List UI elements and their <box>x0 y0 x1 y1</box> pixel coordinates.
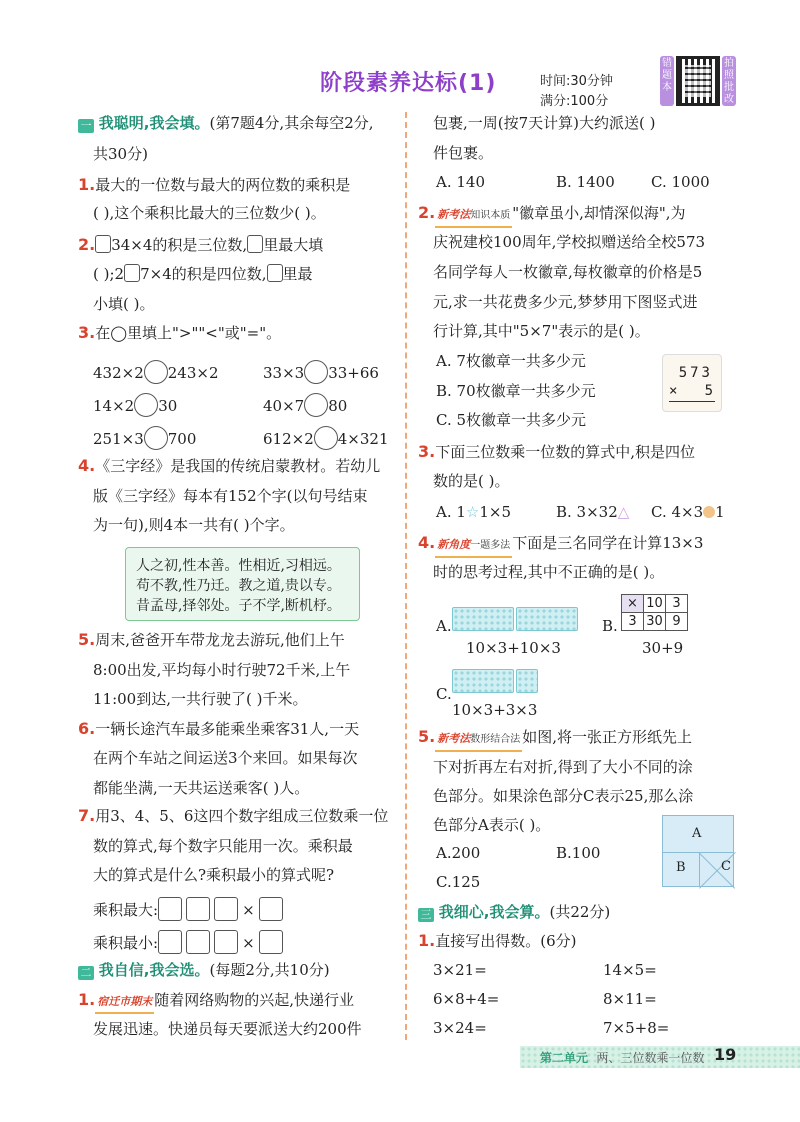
section-badge: 二 <box>78 966 94 980</box>
tag-main: 新考法 <box>437 208 471 221</box>
poem-line: 苟不教,性乃迁。教之道,贵以专。 <box>136 578 341 594</box>
digit-answer-box[interactable] <box>158 897 182 921</box>
compare-circle[interactable] <box>134 393 158 417</box>
s2q5-line-4: 色部分A表示( )。 <box>433 816 551 834</box>
s2q4-line-2: 时的思考过程,其中不正确的是( )。 <box>433 563 665 581</box>
section-badge: 三 <box>418 908 434 922</box>
region-c-label: C <box>721 859 731 874</box>
tag-sub: 知识本质 <box>470 210 511 221</box>
q2-line-1a: 34×4的积是三位数, <box>111 236 248 254</box>
source-tag: 宿迁市期末 <box>95 992 154 1014</box>
q6-line-1: 一辆长途汽车最多能乘坐乘客31人,一天 <box>95 720 360 738</box>
q4-line-1: 《三字经》是我国的传统启蒙教材。若幼儿 <box>95 457 381 475</box>
question-number: 5. <box>418 727 436 746</box>
question-number: 2. <box>78 235 96 254</box>
q2-line-1b: 里最大填 <box>263 236 324 254</box>
compare-right: 700 <box>167 430 197 448</box>
compare-left: 432×2 <box>93 364 144 382</box>
dot-array-3x3 <box>516 669 538 693</box>
q5-line-2: 8:00出发,平均每小时行驶72千米,上午 <box>93 661 351 679</box>
s2q1-line-4: 件包裹。 <box>433 144 494 162</box>
calc-item: 3×21= <box>433 961 487 979</box>
s2q1-line-3: 包裹,一周(按7天计算)大约派送( ) <box>433 114 656 132</box>
option-a[interactable]: A. <box>436 617 452 635</box>
question-number: 4. <box>78 456 96 475</box>
calc-item: 8×11= <box>603 990 657 1008</box>
s2q5-line-3: 色部分。如果涂色部分C表示25,那么涂 <box>433 787 694 805</box>
calc-item: 14×5= <box>603 961 657 979</box>
page-title: 阶段素养达标(1) <box>320 71 497 96</box>
new-method-tag <box>435 729 522 752</box>
q4-line-2: 版《三字经》每本有152个字(以句号结束 <box>93 487 368 505</box>
unit-label: 第二单元 <box>540 1051 589 1065</box>
s2q3-line-2: 数的是( )。 <box>433 472 510 490</box>
compare-right: 80 <box>328 397 348 415</box>
q2-line-2b: 7×4的积是四位数, <box>140 265 267 283</box>
s2q5-line-2: 下对折再左右对折,得到了大小不同的涂 <box>433 758 693 776</box>
option-c-expression: 10×3+3×3 <box>452 701 538 719</box>
new-method-tag <box>435 205 512 228</box>
question-number: 3. <box>78 323 96 342</box>
dot-array-10x3 <box>452 669 514 693</box>
compare-circle[interactable] <box>144 426 168 450</box>
option-a-text: A. 1 <box>436 503 466 521</box>
page-number: 19 <box>714 1045 737 1064</box>
tag-sub: 一题多法 <box>470 540 511 551</box>
compare-right: 243×2 <box>167 364 219 382</box>
option-c[interactable]: C. <box>436 685 452 703</box>
digit-blank-box[interactable] <box>124 264 140 282</box>
option-a[interactable]: A. 7枚徽章一共多少元 <box>436 352 586 370</box>
question-number: 2. <box>418 203 436 222</box>
q7-line-3: 大的算式是什么?乘积最小的算式呢? <box>93 866 335 884</box>
option-c[interactable]: C. 1000 <box>651 173 710 191</box>
s2q3-line-1: 下面三位数乘一位数的算式中,积是四位 <box>435 443 695 461</box>
s2q5-line-1: 如图,将一张正方形纸先上 <box>522 728 692 746</box>
compare-circle[interactable] <box>304 360 328 384</box>
compare-left: 251×3 <box>93 430 144 448</box>
compare-right: 4×321 <box>337 430 389 448</box>
grid-cell: 30 <box>644 613 666 631</box>
option-c-text-2: 1 <box>715 503 725 521</box>
option-a[interactable]: A. 140 <box>436 173 485 191</box>
times-sign: × <box>242 901 255 919</box>
compare-circle[interactable] <box>314 426 338 450</box>
qr-code-icon <box>676 56 720 106</box>
unit-topic: 两、三位数乘一位数 <box>596 1051 705 1065</box>
option-a[interactable] <box>436 502 511 522</box>
compare-circle[interactable] <box>144 360 168 384</box>
question-number: 6. <box>78 719 96 738</box>
option-b[interactable]: B.100 <box>556 844 601 862</box>
calc-top: 573 <box>678 365 713 381</box>
section-note: (每题2分,共10分) <box>209 961 330 979</box>
section-title: 我自信,我会选。 <box>98 961 210 979</box>
star-icon: ☆ <box>465 503 480 521</box>
dot-array-10x3 <box>516 607 578 631</box>
s2q2-line-1: "徽章虽小,却情深似海",为 <box>512 204 686 222</box>
digit-blank-box[interactable] <box>95 235 111 253</box>
tag-main: 新角度 <box>437 538 471 551</box>
section-note: (第7题4分,其余每空2分, <box>209 114 374 132</box>
qr-code-block <box>660 56 736 106</box>
option-a-expression: 10×3+10×3 <box>466 639 561 657</box>
column-divider <box>405 112 407 1040</box>
grid-cell: 3 <box>666 595 688 613</box>
digit-blank-box[interactable] <box>267 264 283 282</box>
q1-line-2: ( ),这个乘积比最大的三位数少( )。 <box>93 204 326 222</box>
option-c[interactable] <box>651 502 725 522</box>
option-a-text-2: 1×5 <box>479 503 512 521</box>
question-number: 1. <box>78 175 96 194</box>
option-b[interactable]: B. 70枚徽章一共多少元 <box>436 382 596 400</box>
option-c[interactable]: C.125 <box>436 873 481 891</box>
times-sign: × <box>242 934 255 952</box>
grid-cell: 3 <box>622 613 644 631</box>
question-number: 7. <box>78 806 96 825</box>
s2q2-line-2: 庆祝建校100周年,学校拟赠送给全校573 <box>433 233 706 251</box>
compare-left: 33×3 <box>263 364 305 382</box>
full-score: 满分:100分 <box>540 94 609 109</box>
digit-blank-box[interactable] <box>247 235 263 253</box>
poem-line: 人之初,性本善。性相近,习相远。 <box>136 558 341 574</box>
q6-line-2: 在两个车站之间运送3个来回。如果每次 <box>93 749 358 767</box>
digit-answer-box[interactable] <box>214 930 238 954</box>
footer-unit <box>540 1049 704 1066</box>
new-angle-tag <box>435 535 512 558</box>
qr-left-label: 错题本 <box>660 56 674 106</box>
circle-icon <box>703 506 715 518</box>
q2-line-2c: 里最 <box>282 265 313 283</box>
min-product-label: 乘积最小: <box>93 934 159 952</box>
folded-square-figure <box>662 815 734 887</box>
tag-main: 新考法 <box>437 732 471 745</box>
region-a-label: A <box>692 826 702 841</box>
poem-line: 昔孟母,择邻处。子不学,断机杼。 <box>136 598 341 614</box>
q7-line-1: 用3、4、5、6这四个数字组成三位数乘一位 <box>95 807 389 825</box>
vertical-calculation <box>662 354 722 412</box>
digit-answer-box[interactable] <box>259 930 283 954</box>
tag-sub: 数形结合法 <box>470 734 521 745</box>
calc-line <box>669 401 715 402</box>
q6-line-3: 都能坐满,一天共运送乘客( )人。 <box>93 779 310 797</box>
poem-scroll <box>125 547 360 621</box>
multiplication-grid <box>621 594 688 631</box>
grid-cell: 10 <box>644 595 666 613</box>
question-number: 5. <box>78 630 96 649</box>
s2q2-line-4: 元,求一共花费多少元,梦梦用下图竖式进 <box>433 293 698 311</box>
q2-line-2a: ( );2 <box>93 265 125 283</box>
digit-answer-box[interactable] <box>214 897 238 921</box>
section-note: (共22分) <box>549 903 611 921</box>
option-b[interactable] <box>556 502 629 522</box>
compare-right: 30 <box>158 397 178 415</box>
q5-line-1: 周末,爸爸开车带龙龙去游玩,他们上午 <box>95 631 345 649</box>
option-b[interactable]: B. 1400 <box>556 173 615 191</box>
q2-line-3: 小填( )。 <box>93 295 155 313</box>
triangle-icon: △ <box>617 503 630 521</box>
grid-cell: × <box>622 595 644 613</box>
dot-array-10x3 <box>452 607 514 631</box>
s2q1-line-2: 发展迅速。快递员每天要派送大约200件 <box>93 1020 362 1038</box>
q3-text: 在◯里填上">""<"或"="。 <box>95 324 282 342</box>
q1-line-1: 最大的一位数与最大的两位数的乘积是 <box>95 176 351 194</box>
option-c-text: C. 4×3 <box>651 503 704 521</box>
question-number: 4. <box>418 533 436 552</box>
option-b[interactable]: B. <box>602 617 618 635</box>
time-limit: 时间:30分钟 <box>540 74 613 89</box>
section-title: 我细心,我会算。 <box>438 903 550 921</box>
s2q1-line-1: 随着网络购物的兴起,快递行业 <box>154 991 354 1009</box>
max-product-label: 乘积最大: <box>93 901 159 919</box>
section-title: 我聪明,我会填。 <box>98 114 210 132</box>
grid-cell: 9 <box>666 613 688 631</box>
question-number: 1. <box>78 990 96 1009</box>
compare-left: 40×7 <box>263 397 305 415</box>
q5-line-3: 11:00到达,一共行驶了( )千米。 <box>93 690 308 708</box>
question-number: 1. <box>418 931 436 950</box>
option-c[interactable]: C. 5枚徽章一共多少元 <box>436 411 587 429</box>
compare-left: 14×2 <box>93 397 135 415</box>
digit-answer-box[interactable] <box>158 930 182 954</box>
digit-answer-box[interactable] <box>186 897 210 921</box>
q7-line-2: 数的算式,每个数字只能用一次。乘积最 <box>93 837 353 855</box>
s2q2-line-5: 行计算,其中"5×7"表示的是( )。 <box>433 322 650 340</box>
digit-answer-box[interactable] <box>186 930 210 954</box>
compare-right: 33+66 <box>328 364 379 382</box>
compare-left: 612×2 <box>263 430 314 448</box>
section-note-2: 共30分) <box>93 145 148 163</box>
calc-item: 3×24= <box>433 1019 487 1037</box>
question-number: 3. <box>418 442 436 461</box>
option-b-expression: 30+9 <box>642 639 684 657</box>
calc-bottom: 5 <box>704 383 713 399</box>
calc-operator: × <box>669 383 678 399</box>
calc-item: 6×8+4= <box>433 990 500 1008</box>
region-b-label: B <box>676 860 686 875</box>
q4-line-3: 为一句),则4本一共有( )个字。 <box>93 516 295 534</box>
calc-item: 7×5+8= <box>603 1019 670 1037</box>
compare-circle[interactable] <box>304 393 328 417</box>
s3q1-text: 直接写出得数。(6分) <box>435 932 577 950</box>
digit-answer-box[interactable] <box>259 897 283 921</box>
option-a[interactable]: A.200 <box>436 844 481 862</box>
section-badge: 一 <box>78 119 94 133</box>
qr-right-label: 拍照批改 <box>724 58 734 105</box>
s2q2-line-3: 名同学每人一枚徽章,每枚徽章的价格是5 <box>433 263 703 281</box>
option-b-text: B. 3×32 <box>556 503 618 521</box>
s2q4-line-1: 下面是三名同学在计算13×3 <box>512 534 704 552</box>
